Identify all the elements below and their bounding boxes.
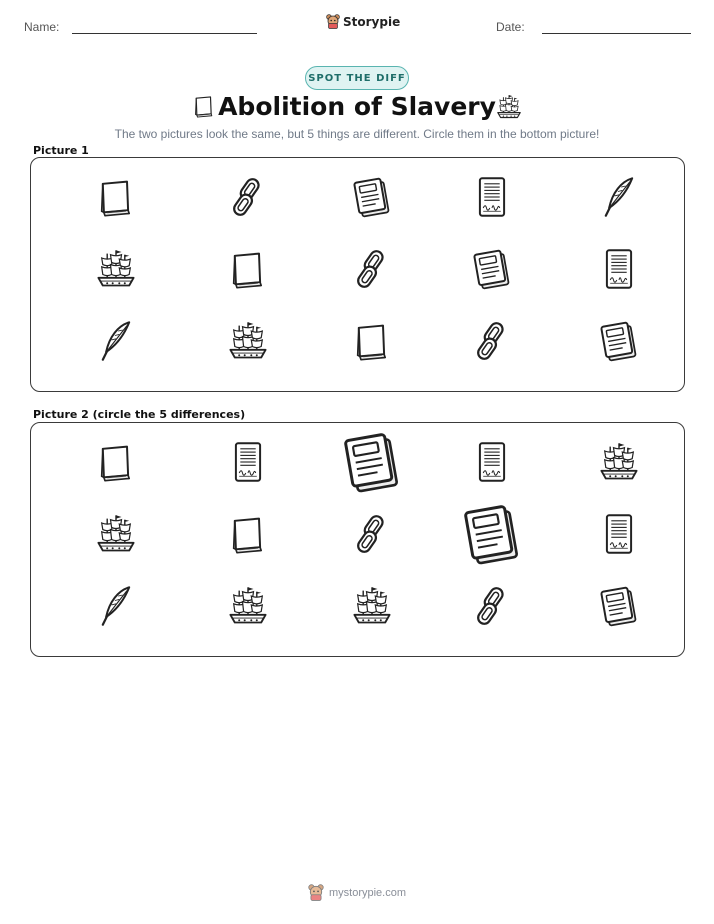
name-label: Name: [24, 20, 60, 34]
quill-icon[interactable] [94, 584, 138, 628]
ship-icon[interactable] [226, 584, 270, 628]
bear-mascot-icon [326, 14, 340, 29]
book-icon [94, 175, 138, 219]
newspaper-icon[interactable] [459, 501, 525, 567]
picture-2-panel[interactable] [30, 422, 685, 657]
bear-mascot-icon [308, 884, 324, 901]
picture-2-label: Picture 2 (circle the 5 differences) [33, 408, 246, 421]
chain-icon [226, 175, 270, 219]
footer-site: mystorypie.com [328, 886, 407, 899]
chain-icon[interactable] [470, 584, 514, 628]
quill-icon [94, 319, 138, 363]
chain-icon[interactable] [350, 512, 394, 556]
date-label: Date: [496, 20, 525, 34]
footer [0, 884, 714, 901]
book-icon [350, 319, 394, 363]
brand-logo [326, 14, 400, 29]
document-icon[interactable] [470, 440, 514, 484]
book-icon [226, 247, 270, 291]
newspaper-icon [470, 247, 514, 291]
ship-icon [94, 247, 138, 291]
spot-the-diff-badge: SPOT THE DIFF [305, 66, 409, 90]
newspaper-icon[interactable] [597, 584, 641, 628]
ship-icon[interactable] [350, 584, 394, 628]
ship-icon[interactable] [94, 512, 138, 556]
book-icon[interactable] [226, 512, 270, 556]
picture-1-label: Picture 1 [33, 144, 89, 157]
ship-icon [494, 93, 524, 125]
quill-icon [597, 175, 641, 219]
newspaper-icon [597, 319, 641, 363]
chain-icon [470, 319, 514, 363]
chain-icon [350, 247, 394, 291]
document-icon[interactable] [597, 512, 641, 556]
newspaper-icon [350, 175, 394, 219]
instructions: The two pictures look the same, but 5 things are different. Circle them in the bottom picture! [114, 127, 600, 141]
document-icon [470, 175, 514, 219]
brand-name: Storypie [343, 14, 401, 29]
document-icon [597, 247, 641, 291]
picture-1-panel [30, 157, 685, 392]
ship-icon [226, 319, 270, 363]
date-line[interactable] [542, 33, 691, 34]
document-icon[interactable] [226, 440, 270, 484]
ship-icon[interactable] [597, 440, 641, 484]
name-line[interactable] [72, 33, 257, 34]
page-title: Abolition of Slavery [218, 92, 496, 121]
book-icon[interactable] [94, 440, 138, 484]
newspaper-icon[interactable] [339, 429, 405, 495]
